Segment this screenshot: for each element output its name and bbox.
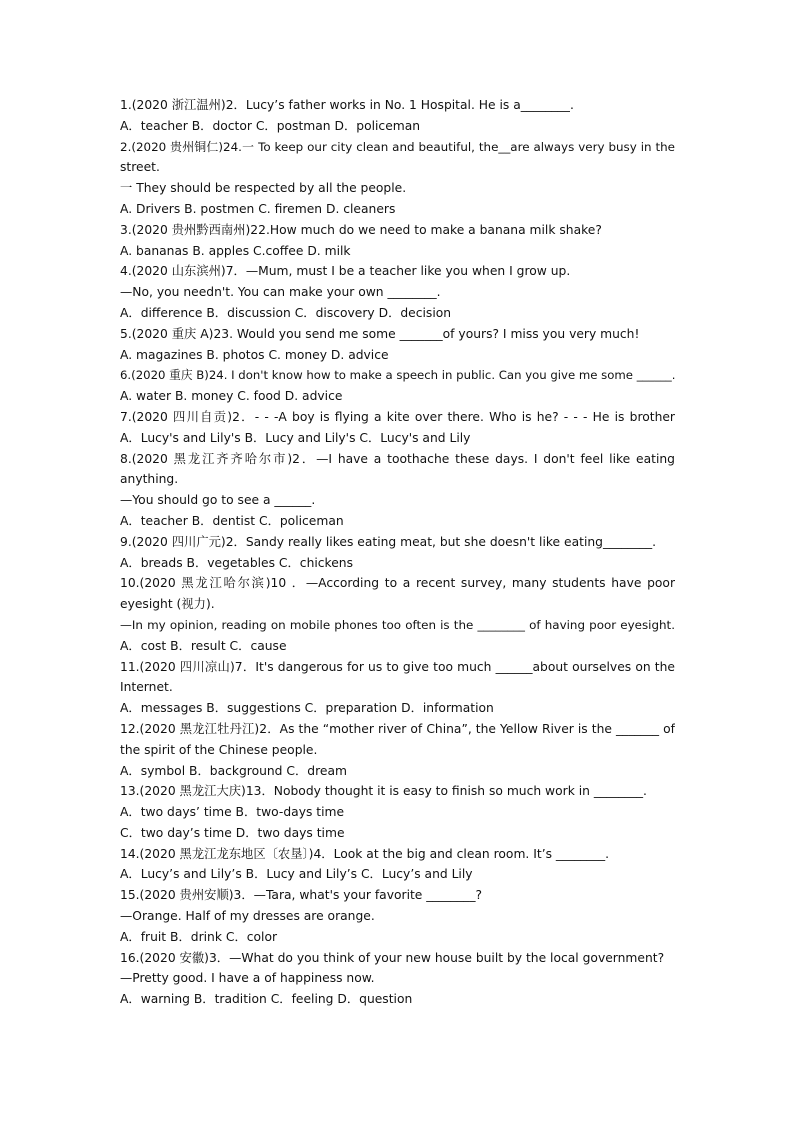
question-8-stem: 8.(2020 黑龙江齐齐哈尔市)2．—I have a toothache these days. I don't feel like eating — [120, 451, 675, 466]
question-10-stem: 10.(2020 黑龙江哈尔滨)10 ．—According to a recent survey, many students have poor — [120, 576, 675, 591]
question-12-options: A．symbol B．background C．dream — [120, 763, 347, 778]
question-16-reply: —Pretty good. I have a of happiness now. — [120, 971, 375, 986]
question-5-stem: 5.(2020 重庆 A)23. Would you send me some _______of yours? I miss you very much! — [120, 326, 640, 341]
question-8-stem-cont: anything. — [120, 472, 179, 487]
question-14-stem: 14.(2020 黑龙江龙东地区〔农垦〕)4．Look at the big and clean room. It’s ________. — [120, 846, 610, 861]
question-7-stem: 7.(2020 四川自贡)2．- - -A boy is flying a kite over there. Who is he? - - - He is brother — [120, 409, 675, 424]
question-11-options: A．messages B．suggestions C．preparation D．information — [120, 701, 494, 716]
question-16-options: A．warning B．tradition C．feeling D．question — [120, 992, 413, 1007]
question-9-stem: 9.(2020 四川广元)2．Sandy really likes eating meat, but she doesn't like eating________. — [120, 534, 657, 549]
question-4-stem: 4.(2020 山东滨州)7．—Mum, must I be a teacher like you when I grow up. — [120, 264, 571, 279]
question-12-stem-cont: the spirit of the Chinese people. — [120, 742, 318, 757]
question-11-stem: 11.(2020 四川凉山)7．It's dangerous for us to give too much ______about ourselves on the — [120, 659, 675, 674]
question-document — [120, 95, 675, 1010]
question-12-stem: 12.(2020 黑龙江牡丹江)2．As the “mother river of China”, the Yellow River is the _______ of — [120, 721, 675, 736]
question-5-options: A. magazines B. photos C. money D. advice — [120, 347, 389, 362]
question-2-stem-cont: street. — [120, 160, 160, 175]
question-3-options: A. bananas B. apples C.coffee D. milk — [120, 243, 351, 258]
question-8-reply: —You should go to see a ______. — [120, 493, 316, 508]
question-4-options: A．difference B．discussion C．discovery D．decision — [120, 305, 452, 320]
question-2-reply: 一 They should be respected by all the people. — [120, 181, 407, 196]
question-15-options: A．fruit B．drink C．color — [120, 929, 278, 944]
question-13-options-ab: A．two days’ time B．two-days time — [120, 805, 345, 820]
question-13-stem: 13.(2020 黑龙江大庆)13．Nobody thought it is easy to finish so much work in ________. — [120, 784, 647, 799]
question-15-reply: —Orange. Half of my dresses are orange. — [120, 909, 375, 924]
question-4-reply: —No, you needn't. You can make your own ________. — [120, 285, 441, 300]
question-10-options: A．cost B．result C．cause — [120, 638, 287, 653]
question-16-stem: 16.(2020 安徽)3．—What do you think of your new house built by the local government? — [120, 950, 665, 965]
question-15-stem: 15.(2020 贵州安顺)3．—Tara, what's your favorite ________? — [120, 888, 482, 903]
question-3-stem: 3.(2020 贵州黔西南州)22.How much do we need to make a banana milk shake? — [120, 222, 602, 237]
question-1-stem: 1.(2020 浙江温州)2．Lucy’s father works in No. 1 Hospital. He is a________. — [120, 98, 574, 112]
question-8-options: A．teacher B．dentist C．policeman — [120, 513, 344, 528]
question-11-stem-cont: Internet. — [120, 680, 173, 695]
question-10-stem-cont: eyesight (视力). — [120, 597, 215, 612]
question-2-stem: 2.(2020 贵州铜仁)24.一 To keep our city clean and beautiful, the__are always very busy in the — [120, 139, 675, 154]
question-9-options: A．breads B．vegetables C．chickens — [120, 555, 353, 570]
question-10-reply: —In my opinion, reading on mobile phones too often is the ________ of having poor eyesight. — [120, 617, 675, 632]
question-14-options: A．Lucy’s and Lily’s B．Lucy and Lily’s C．Lucy’s and Lily — [120, 867, 473, 882]
question-7-options: A．Lucy's and Lily's B．Lucy and Lily's C．Lucy's and Lily — [120, 430, 471, 445]
question-6-options: A. water B. money C. food D. advice — [120, 389, 343, 404]
question-6-stem: 6.(2020 重庆 B)24. I don't know how to make a speech in public. Can you give me some ______. — [120, 368, 675, 383]
question-13-options-cd: C．two day’s time D．two days time — [120, 825, 345, 840]
question-1-options: A．teacher B．doctor C．postman D．policeman — [120, 118, 421, 133]
question-2-options: A. Drivers B. postmen C. firemen D. cleaners — [120, 201, 396, 216]
